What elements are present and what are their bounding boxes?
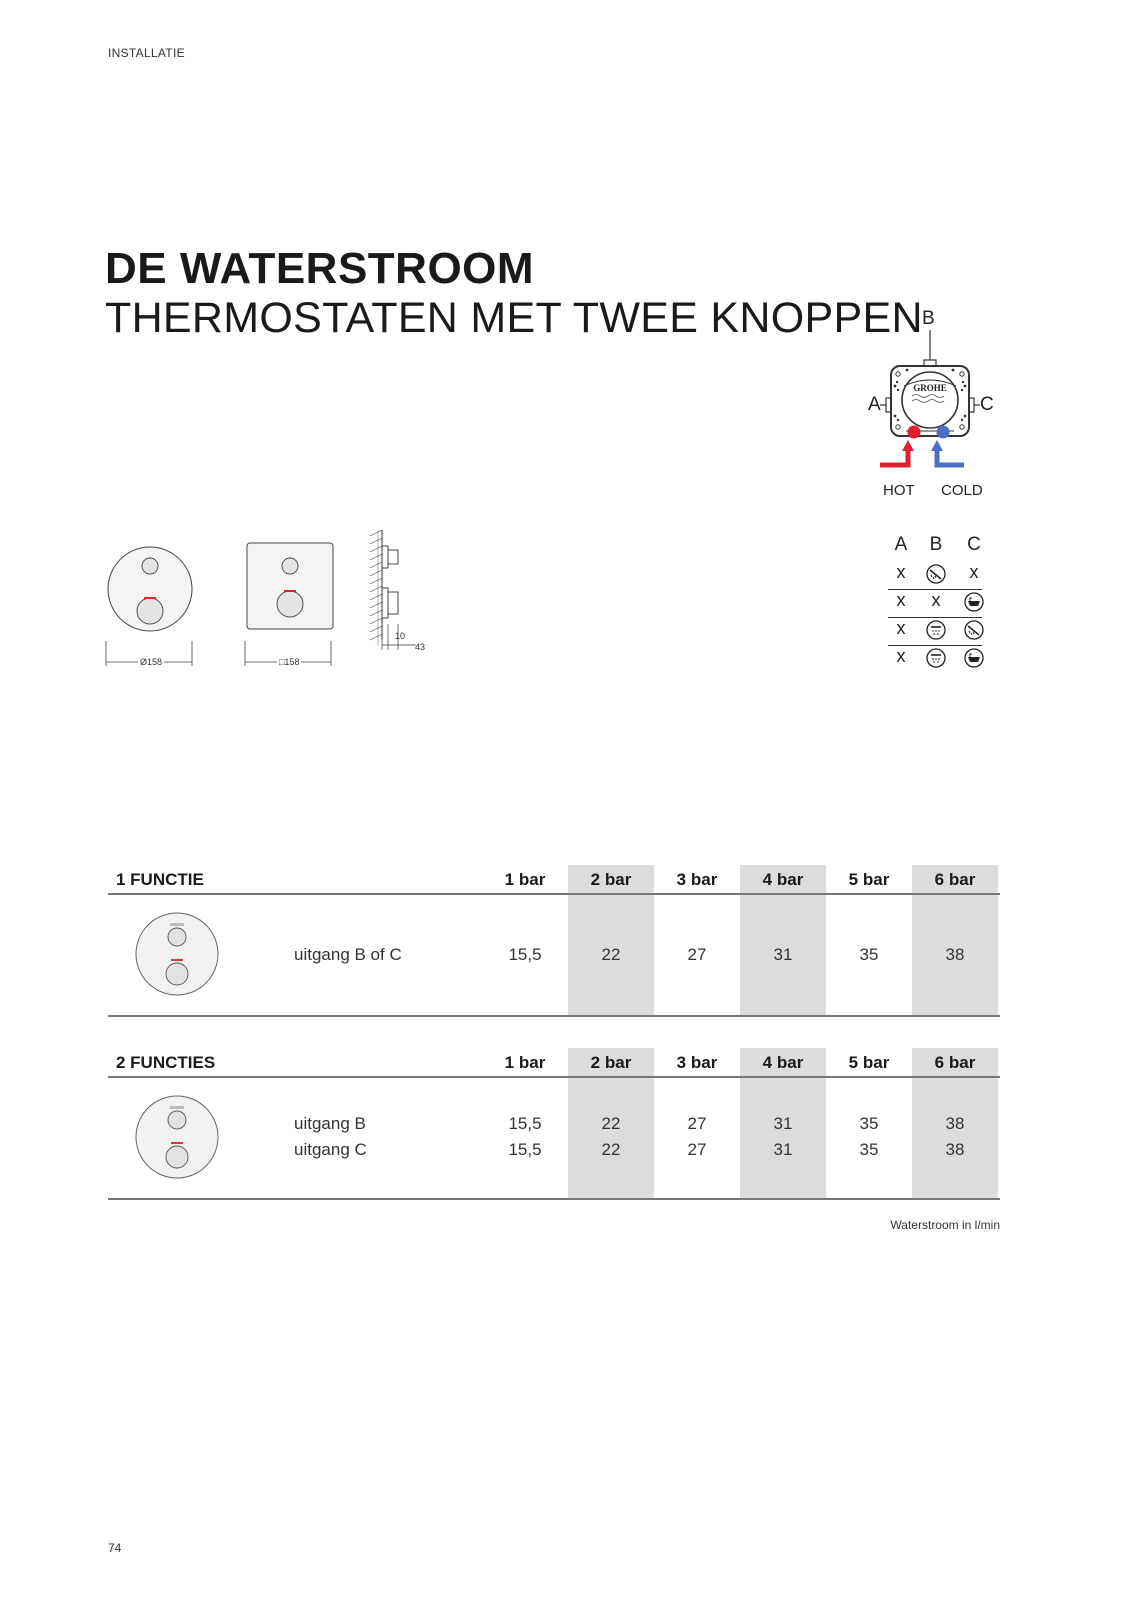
column-header: 6 bar (934, 1053, 976, 1072)
hand-shower-icon (964, 620, 984, 640)
brand-logo: GROHE (913, 383, 947, 393)
column-header: 1 bar (504, 1053, 546, 1072)
outlet-label: uitgang B (294, 1114, 366, 1133)
flow-value: 35 (859, 1114, 879, 1133)
flow-value: 27 (687, 1140, 707, 1159)
flow-table-1-function (108, 865, 1000, 1017)
matrix-cell: x (896, 590, 906, 610)
page-title: DE WATERSTROOM (105, 244, 535, 293)
column-header: 6 bar (934, 870, 976, 889)
flow-value: 15,5 (508, 1140, 542, 1159)
section-label: INSTALLATIE (108, 46, 185, 60)
column-header: 5 bar (848, 1053, 890, 1072)
bathtub-icon (964, 648, 984, 668)
matrix-cell: x (931, 590, 941, 610)
flow-value: 27 (687, 945, 707, 964)
cold-label: COLD (941, 482, 983, 499)
depth-dimension-b: 43 (415, 642, 426, 652)
thermostat-thumbnail (134, 911, 220, 997)
flow-value: 31 (773, 1140, 793, 1159)
flow-value: 38 (945, 945, 965, 964)
port-c-label: C (980, 394, 994, 415)
unit-footnote: Waterstroom in l/min (890, 1218, 1000, 1232)
overhead-shower-icon (926, 648, 946, 668)
column-header: 3 bar (676, 870, 718, 889)
bathtub-icon (964, 592, 984, 612)
cold-inlet-dot (937, 426, 950, 439)
outlet-label: uitgang B of C (294, 945, 402, 964)
valve-body-diagram (860, 330, 1000, 480)
outlet-label: uitgang C (294, 1140, 367, 1159)
table-header (108, 865, 1000, 893)
round-thermostat-drawing (104, 540, 204, 670)
flow-table-2-functions (108, 1048, 1000, 1200)
matrix-header-a: A (894, 534, 908, 555)
column-header: 5 bar (848, 870, 890, 889)
overhead-shower-icon (926, 620, 946, 640)
port-b-label: B (922, 308, 935, 329)
divider (108, 893, 1000, 895)
matrix-cell: x (896, 562, 906, 582)
port-a-label: A (868, 394, 881, 415)
flow-value: 38 (945, 1114, 965, 1133)
flow-value: 35 (859, 1140, 879, 1159)
column-header: 3 bar (676, 1053, 718, 1072)
depth-dimension-a: 10 (395, 631, 406, 641)
flow-value: 22 (601, 1140, 621, 1159)
table-header (108, 1048, 1000, 1076)
square-thermostat-drawing (243, 540, 343, 670)
square-dimension: □158 (279, 657, 300, 667)
column-header: 4 bar (762, 870, 804, 889)
flow-value: 31 (773, 945, 793, 964)
matrix-cell: x (896, 646, 906, 666)
flow-value: 35 (859, 945, 879, 964)
matrix-cell: x (896, 618, 906, 638)
flow-value: 15,5 (508, 945, 542, 964)
hand-shower-icon (926, 564, 946, 584)
column-header: 4 bar (762, 1053, 804, 1072)
hot-inlet-dot (908, 426, 921, 439)
page-subtitle: THERMOSTATEN MET TWEE KNOPPEN (105, 294, 923, 342)
flow-value: 22 (601, 1114, 621, 1133)
column-header: 1 bar (504, 870, 546, 889)
round-dimension: Ø158 (140, 657, 163, 667)
thermostat-thumbnail (134, 1094, 220, 1180)
matrix-header-c: C (967, 534, 981, 555)
divider (108, 1076, 1000, 1078)
table-title: 1 FUNCTIE (116, 870, 204, 889)
cold-arrow-icon (931, 440, 943, 451)
flow-value: 31 (773, 1114, 793, 1133)
page-number: 74 (108, 1541, 122, 1555)
table-title: 2 FUNCTIES (116, 1053, 216, 1072)
flow-value: 27 (687, 1114, 707, 1133)
flow-value: 15,5 (508, 1114, 542, 1133)
flow-value: 22 (601, 945, 621, 964)
matrix-header-b: B (929, 534, 943, 555)
hot-label: HOT (883, 482, 915, 499)
hot-arrow-icon (902, 440, 914, 451)
column-header: 2 bar (590, 870, 632, 889)
matrix-cell: x (969, 562, 979, 582)
column-header: 2 bar (590, 1053, 632, 1072)
divider (108, 1015, 1000, 1017)
divider (108, 1198, 1000, 1200)
flow-value: 38 (945, 1140, 965, 1159)
